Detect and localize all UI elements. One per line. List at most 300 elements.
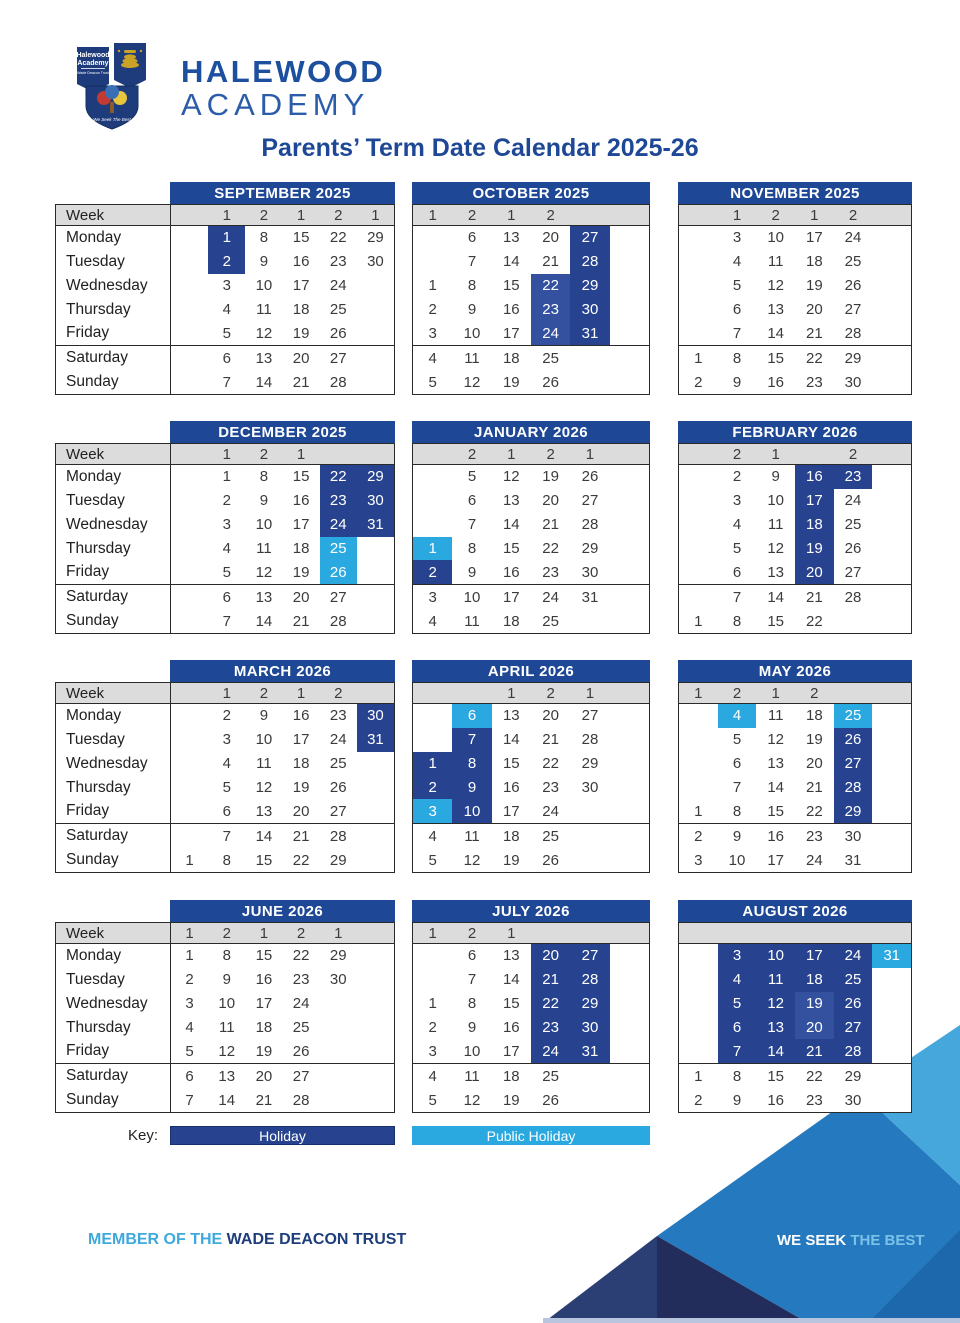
date-cell [610, 1064, 649, 1088]
date-cell: 6 [732, 755, 742, 773]
week-number-cell: 2 [848, 206, 858, 224]
day-row [171, 298, 394, 322]
date-cell: 15 [255, 851, 273, 869]
date-cell [171, 274, 208, 298]
date-cell: 7 [185, 1091, 194, 1109]
date-cell [872, 992, 911, 1016]
day-row [413, 752, 649, 776]
date-cell: 1 [694, 612, 703, 630]
date-cell: 10 [767, 492, 785, 510]
legend [55, 1126, 650, 1145]
month-header: OCTOBER 2025 [412, 182, 650, 204]
day-row [413, 489, 649, 513]
date-cell: 2 [185, 971, 194, 989]
date-cell: 22 [292, 947, 310, 965]
legend-holiday-swatch: Holiday [170, 1126, 395, 1145]
date-cell: 26 [542, 1091, 559, 1109]
date-cell: 5 [467, 468, 477, 486]
date-cell: 22 [806, 349, 823, 367]
day-row [679, 513, 911, 537]
date-cell: 2 [222, 492, 231, 510]
date-cell [171, 704, 208, 728]
date-cell: 15 [502, 277, 520, 295]
date-cell [610, 298, 649, 322]
date-cell: 14 [502, 516, 520, 534]
date-cell: 27 [329, 802, 347, 820]
month-header: JANUARY 2026 [412, 421, 650, 443]
day-row [679, 321, 911, 345]
date-cell: 28 [844, 324, 862, 342]
date-cell: 4 [428, 827, 437, 845]
holiday-cell: 4 [718, 968, 757, 992]
date-cell: 17 [292, 731, 310, 749]
date-cell [413, 465, 452, 489]
week-number-cell [834, 923, 873, 943]
date-cell: 12 [218, 1042, 236, 1060]
day-row [679, 560, 911, 584]
holiday-cell: 30 [570, 1016, 609, 1040]
date-cell: 11 [464, 827, 480, 845]
public-holiday-cell: 4 [718, 704, 757, 728]
date-cell: 8 [732, 349, 742, 367]
day-label-wednesday: Wednesday [66, 515, 148, 533]
date-cell: 18 [806, 253, 823, 271]
date-cell: 23 [806, 827, 823, 845]
date-cell [872, 1088, 911, 1112]
date-cell: 25 [542, 612, 559, 630]
month-table-september-2025 [170, 182, 395, 395]
holiday-cell: 2 [413, 776, 452, 800]
week-label: Week [56, 683, 170, 704]
month-table-august-2026 [678, 900, 912, 1113]
date-cell [171, 799, 208, 823]
date-cell: 23 [806, 1091, 823, 1109]
date-cell: 19 [502, 373, 520, 391]
day-label-saturday: Saturday [56, 584, 170, 609]
date-cell: 16 [502, 779, 520, 796]
holiday-cell: 3 [718, 944, 757, 968]
date-cell: 17 [255, 995, 273, 1013]
month-grid [678, 682, 912, 873]
day-row [413, 465, 649, 489]
date-cell [679, 298, 718, 322]
date-cell: 24 [806, 851, 823, 869]
day-row [171, 465, 394, 489]
date-cell: 9 [222, 971, 231, 989]
date-cell: 9 [259, 707, 269, 725]
date-cell [679, 321, 718, 345]
week-number-cell [320, 444, 357, 464]
legend-public-holiday-swatch: Public Holiday [412, 1126, 650, 1145]
week-number-cell: 1 [259, 924, 269, 942]
date-cell: 19 [292, 324, 310, 342]
month-header: JUNE 2026 [170, 900, 395, 922]
day-row [171, 513, 394, 537]
day-row [413, 968, 649, 992]
date-cell: 10 [767, 229, 785, 247]
date-cell [872, 465, 911, 489]
date-cell: 5 [428, 851, 437, 869]
date-cell [320, 1016, 357, 1040]
month-grid [170, 443, 395, 634]
date-cell [872, 585, 911, 609]
date-cell: 12 [463, 851, 481, 869]
date-cell: 28 [581, 731, 599, 749]
holiday-cell: 30 [357, 489, 394, 513]
day-row [171, 799, 394, 823]
motto-part-2: THE BEST [850, 1232, 925, 1249]
date-cell [610, 752, 649, 776]
day-row [171, 537, 394, 561]
holiday-cell: 1 [413, 752, 452, 776]
month-header: JULY 2026 [412, 900, 650, 922]
date-cell: 27 [581, 492, 599, 510]
date-cell: 18 [502, 827, 520, 845]
holiday-cell: 16 [795, 465, 834, 489]
date-cell: 30 [581, 563, 599, 581]
date-cell: 1 [694, 349, 703, 367]
day-row [679, 1063, 911, 1088]
date-cell [171, 465, 208, 489]
date-cell: 9 [467, 1019, 477, 1036]
date-cell [171, 537, 208, 561]
date-cell: 31 [844, 851, 862, 869]
date-cell: 6 [185, 1067, 194, 1085]
date-cell: 23 [542, 779, 559, 796]
date-cell [171, 346, 208, 370]
date-cell: 10 [728, 851, 746, 869]
week-number-cell: 1 [296, 445, 306, 463]
date-cell: 12 [255, 324, 273, 342]
date-cell: 30 [329, 971, 347, 989]
date-cell [357, 537, 394, 561]
date-cell: 20 [542, 707, 559, 725]
date-cell: 16 [292, 492, 310, 510]
date-cell: 2 [428, 301, 437, 318]
trust-name: WADE DEACON TRUST [226, 1231, 407, 1248]
date-cell [679, 944, 718, 968]
date-cell: 2 [222, 707, 231, 725]
day-row [413, 298, 649, 322]
month-table-june-2026 [170, 900, 395, 1113]
date-cell: 4 [222, 540, 231, 557]
holiday-cell: 29 [570, 274, 609, 298]
date-cell [679, 752, 718, 776]
date-cell: 10 [218, 995, 236, 1013]
date-cell [679, 465, 718, 489]
day-labels-column [55, 682, 170, 873]
day-row [171, 728, 394, 752]
date-cell: 19 [542, 468, 559, 486]
week-number-cell: 1 [507, 206, 516, 224]
day-row [413, 1039, 649, 1063]
date-cell: 14 [502, 731, 520, 749]
date-cell: 13 [255, 588, 273, 606]
week-number-cell [610, 683, 649, 703]
holiday-cell: 21 [531, 968, 570, 992]
date-cell: 20 [542, 492, 559, 510]
holiday-cell: 26 [834, 992, 873, 1016]
date-cell [570, 346, 609, 370]
date-cell: 22 [542, 755, 559, 773]
date-cell [357, 560, 394, 584]
day-label-wednesday: Wednesday [66, 754, 148, 772]
date-cell [872, 346, 911, 370]
week-number-cell [718, 923, 757, 943]
day-row [679, 609, 911, 633]
date-cell: 23 [329, 707, 347, 725]
month-header: APRIL 2026 [412, 660, 650, 682]
week-number-cell [872, 683, 911, 703]
motto-part-1: WE SEEK [777, 1232, 851, 1249]
week-number-cell: 1 [585, 445, 595, 463]
date-cell: 3 [428, 1042, 437, 1060]
date-cell: 17 [502, 588, 520, 606]
date-cell: 5 [732, 277, 742, 295]
holiday-cell: 31 [570, 1039, 609, 1063]
holiday-cell: 12 [756, 992, 795, 1016]
day-row [171, 968, 394, 992]
date-cell: 26 [329, 324, 347, 342]
holiday-cell: 19 [795, 537, 834, 561]
date-cell: 7 [467, 971, 477, 989]
day-row [171, 776, 394, 800]
date-cell: 7 [732, 779, 742, 796]
date-cell: 9 [732, 827, 742, 845]
date-cell [610, 489, 649, 513]
day-row [413, 1063, 649, 1088]
date-cell: 21 [542, 731, 559, 749]
month-grid [678, 204, 912, 395]
date-cell: 20 [292, 588, 310, 606]
date-cell: 27 [581, 707, 599, 725]
date-cell: 15 [255, 947, 273, 965]
date-cell: 2 [428, 1019, 437, 1036]
day-row [679, 799, 911, 823]
date-cell [610, 274, 649, 298]
holiday-cell: 31 [357, 513, 394, 537]
date-cell: 18 [806, 707, 823, 725]
public-holiday-cell: 3 [413, 799, 452, 823]
week-number-cell [610, 444, 649, 464]
date-cell: 4 [732, 516, 742, 534]
date-cell: 25 [844, 516, 862, 534]
date-cell [679, 704, 718, 728]
date-cell: 2 [694, 827, 703, 845]
day-label-tuesday: Tuesday [66, 252, 125, 270]
date-cell: 21 [542, 253, 559, 271]
date-cell [610, 776, 649, 800]
calendar-row-1 [55, 182, 912, 395]
date-cell [610, 537, 649, 561]
date-cell: 13 [218, 1067, 236, 1085]
date-cell: 1 [694, 1067, 703, 1085]
date-cell [570, 1064, 609, 1088]
week-number-cell: 2 [334, 684, 343, 702]
day-row [171, 752, 394, 776]
holiday-cell: 1 [208, 226, 245, 250]
month-table-april-2026 [412, 660, 650, 873]
month-table-february-2026 [678, 421, 912, 634]
date-cell: 11 [256, 540, 272, 557]
date-cell [872, 1016, 911, 1040]
holiday-cell: 31 [357, 728, 394, 752]
week-number-cell: 2 [259, 684, 269, 702]
date-cell: 29 [581, 540, 599, 557]
week-number-cell: 1 [771, 445, 780, 463]
date-cell: 5 [428, 373, 437, 391]
date-cell [570, 1088, 609, 1112]
week-number-cell: 1 [222, 206, 231, 224]
date-cell: 4 [185, 1019, 194, 1036]
day-label-wednesday: Wednesday [66, 276, 148, 294]
date-cell: 19 [292, 779, 310, 796]
date-cell [413, 489, 452, 513]
date-cell [872, 489, 911, 513]
day-row [171, 321, 394, 345]
day-row [413, 944, 649, 968]
calendar-row-2 [55, 421, 912, 634]
week-number-cell [357, 923, 394, 943]
date-cell: 9 [259, 492, 269, 510]
date-cell [679, 537, 718, 561]
date-cell [610, 1016, 649, 1040]
holiday-cell: 29 [357, 465, 394, 489]
date-cell [320, 1088, 357, 1112]
date-cell: 9 [732, 373, 742, 391]
date-cell [171, 728, 208, 752]
week-number-cell: 1 [428, 206, 437, 224]
date-cell [171, 513, 208, 537]
date-cell [357, 346, 394, 370]
date-cell [872, 704, 911, 728]
trust-membership-prefix: MEMBER OF THE [88, 1231, 227, 1248]
holiday-cell: 26 [834, 728, 873, 752]
day-row [171, 489, 394, 513]
date-cell: 19 [502, 1091, 520, 1109]
week-number-cell [357, 683, 394, 703]
day-label-thursday: Thursday [66, 1018, 131, 1036]
week-number-cell: 1 [810, 206, 819, 224]
week-number-cell: 1 [296, 206, 306, 224]
date-cell: 4 [222, 301, 231, 318]
day-row [171, 944, 394, 968]
date-cell [610, 968, 649, 992]
day-label-saturday: Saturday [56, 345, 170, 370]
date-cell: 7 [222, 373, 231, 391]
day-row [413, 274, 649, 298]
holiday-cell: 27 [834, 1016, 873, 1040]
date-cell [610, 824, 649, 848]
date-cell: 10 [255, 516, 273, 534]
date-cell: 7 [467, 516, 477, 534]
date-cell: 3 [222, 277, 231, 295]
day-row [679, 1088, 911, 1112]
day-row [413, 823, 649, 848]
day-row [679, 1039, 911, 1063]
holiday-cell: 5 [718, 992, 757, 1016]
date-cell: 9 [467, 301, 477, 318]
date-cell: 11 [256, 301, 272, 318]
date-cell: 26 [844, 277, 862, 295]
date-cell: 4 [428, 349, 437, 367]
date-cell: 27 [844, 301, 862, 318]
day-label-sunday: Sunday [66, 1091, 119, 1109]
holiday-cell: 19 [795, 992, 834, 1016]
month-table-october-2025 [412, 182, 650, 395]
holiday-cell: 22 [320, 465, 357, 489]
date-cell: 9 [467, 563, 477, 581]
date-cell [171, 609, 208, 633]
month-grid [170, 204, 395, 395]
date-cell: 29 [329, 851, 347, 869]
date-cell: 6 [222, 349, 231, 367]
day-row [171, 274, 394, 298]
holiday-cell: 14 [756, 1039, 795, 1063]
day-row [679, 1016, 911, 1040]
day-labels-column [55, 204, 170, 395]
date-cell: 15 [502, 995, 520, 1013]
date-cell: 16 [502, 563, 520, 581]
date-cell: 11 [464, 612, 480, 630]
date-cell [872, 250, 911, 274]
week-number-cell: 2 [848, 445, 858, 463]
date-cell [610, 513, 649, 537]
holiday-cell: 17 [795, 944, 834, 968]
date-cell [357, 848, 394, 872]
date-cell: 1 [222, 468, 231, 486]
date-cell [357, 992, 394, 1016]
date-cell [171, 585, 208, 609]
day-row [679, 370, 911, 394]
date-cell: 6 [467, 947, 477, 965]
date-cell: 18 [292, 301, 310, 318]
day-row [679, 823, 911, 848]
date-cell: 10 [463, 1042, 481, 1060]
date-cell: 8 [259, 468, 269, 486]
day-row [413, 992, 649, 1016]
date-cell: 19 [255, 1042, 273, 1060]
day-row [413, 1088, 649, 1112]
holiday-cell: 21 [795, 1039, 834, 1063]
holiday-cell: 24 [834, 944, 873, 968]
month-header: DECEMBER 2025 [170, 421, 395, 443]
date-cell: 12 [463, 1091, 481, 1109]
date-cell: 14 [255, 827, 273, 845]
week-numbers-row [413, 923, 649, 944]
date-cell: 29 [844, 1067, 862, 1085]
day-row [413, 584, 649, 609]
date-cell: 16 [292, 707, 310, 725]
week-number-cell: 2 [546, 684, 555, 702]
day-row [171, 848, 394, 872]
month-table-july-2026 [412, 900, 650, 1113]
day-row [413, 345, 649, 370]
day-row [413, 848, 649, 872]
date-cell [679, 1039, 718, 1063]
week-number-cell [357, 444, 394, 464]
day-row [171, 560, 394, 584]
date-cell: 15 [767, 802, 785, 820]
month-header: NOVEMBER 2025 [678, 182, 912, 204]
date-cell: 30 [844, 1091, 862, 1109]
date-cell [872, 1064, 911, 1088]
holiday-cell: 22 [531, 274, 570, 298]
date-cell: 28 [329, 612, 347, 630]
week-number-cell [171, 205, 208, 225]
date-cell [357, 944, 394, 968]
date-cell: 21 [542, 516, 559, 534]
